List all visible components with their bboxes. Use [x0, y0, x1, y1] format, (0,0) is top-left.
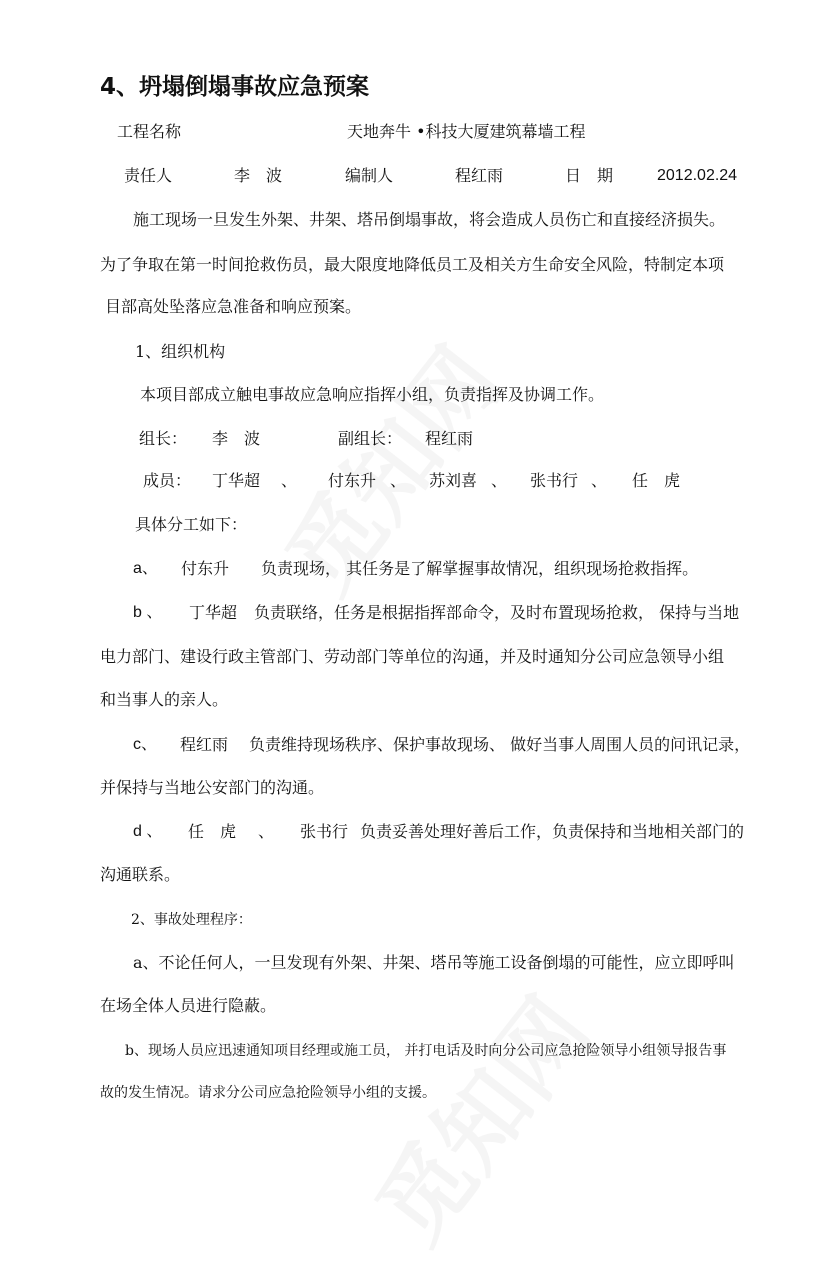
section2-a-line: 在场全体人员进行隐蔽。 — [100, 996, 277, 1015]
duty-a-name: 付东升 — [181, 559, 230, 578]
duty-c-mark: c、 — [133, 736, 158, 753]
duty-b-cont: 和当事人的亲人。 — [100, 690, 229, 709]
duty-c-text: 负责维持现场秩序、保护事故现场、 做好当事人周围人员的问讯记录， — [249, 735, 751, 754]
editor-name: 程红雨 — [455, 166, 504, 185]
date-value: 2012.02.24 — [657, 167, 738, 184]
duty-d-name: 任 虎 — [188, 822, 237, 841]
duty-d-cont: 沟通联系。 — [100, 865, 181, 884]
deputy-name: 程红雨 — [425, 429, 474, 448]
member-name: 苏刘喜 — [429, 471, 478, 490]
members-label: 成员： — [143, 471, 192, 490]
section2-b-line: 故的发生情况。请求分公司应急抢险领导小组的支援。 — [100, 1085, 436, 1101]
section2-heading: 2、事故处理程序： — [131, 912, 252, 928]
date-label: 日 期 — [565, 166, 614, 185]
project-label: 工程名称 — [117, 122, 182, 141]
leader-label: 组长： — [139, 429, 188, 448]
duty-b-cont: 电力部门、建设行政主管部门、劳动部门等单位的沟通，并及时通知分公司应急领导小组 — [100, 647, 725, 666]
member-separator: 、 — [591, 471, 608, 490]
page-title: 4、坍塌倒塌事故应急预案 — [100, 74, 370, 100]
leader-name: 李 波 — [212, 429, 261, 448]
duty-d-mark: d 、 — [133, 823, 163, 840]
member-name: 任 虎 — [632, 471, 681, 490]
responsible-name: 李 波 — [234, 166, 283, 185]
duty-a-text: 负责现场， 其任务是了解掌握事故情况，组织现场抢救指挥。 — [261, 559, 699, 578]
intro-line: 为了争取在第一时间抢救伤员，最大限度地降低员工及相关方生命安全风险，特制定本项 — [100, 255, 725, 274]
duty-c-name: 程红雨 — [180, 735, 229, 754]
member-name: 付东升 — [328, 471, 377, 490]
duty-b-name: 丁华超 — [189, 603, 238, 622]
duty-d-separator: 、 — [258, 822, 275, 841]
project-name: 天地奔牛 •科技大厦建筑幕墙工程 — [347, 122, 586, 141]
member-separator: 、 — [491, 471, 508, 490]
duty-b-mark: b 、 — [133, 604, 163, 621]
member-separator: 、 — [390, 471, 407, 490]
editor-label: 编制人 — [345, 166, 394, 185]
responsible-label: 责任人 — [124, 166, 173, 185]
intro-line: 目部高处坠落应急准备和响应预案。 — [105, 297, 362, 316]
duty-c-cont: 并保持与当地公安部门的沟通。 — [100, 778, 325, 797]
division-heading: 具体分工如下： — [135, 515, 248, 534]
duty-d-text: 负责妥善处理好善后工作，负责保持和当地相关部门的 — [360, 822, 745, 841]
section2-b-line: b、现场人员应迅速通知项目经理或施工员， 并打电话及时向分公司应急抢险领导小组领导报告事 — [125, 1043, 727, 1059]
duty-b-text: 负责联络，任务是根据指挥部命令，及时布置现场抢救， 保持与当地 — [254, 603, 740, 622]
deputy-label: 副组长： — [338, 429, 403, 448]
duty-a-mark: a、 — [133, 560, 158, 577]
member-name: 丁华超 — [212, 471, 261, 490]
member-name: 张书行 — [530, 471, 579, 490]
intro-line: 施工现场一旦发生外架、井架、塔吊倒塌事故，将会造成人员伤亡和直接经济损失。 — [133, 210, 726, 229]
section1-heading: 1、组织机构 — [135, 342, 226, 361]
section2-a-line: a、不论任何人，一旦发现有外架、井架、塔吊等施工设备倒塌的可能性，应立即呼叫 — [133, 953, 735, 972]
section1-desc: 本项目部成立触电事故应急响应指挥小组，负责指挥及协调工作。 — [140, 385, 605, 404]
member-separator: 、 — [281, 471, 298, 490]
duty-d-name: 张书行 — [300, 822, 349, 841]
watermark — [341, 967, 615, 1265]
